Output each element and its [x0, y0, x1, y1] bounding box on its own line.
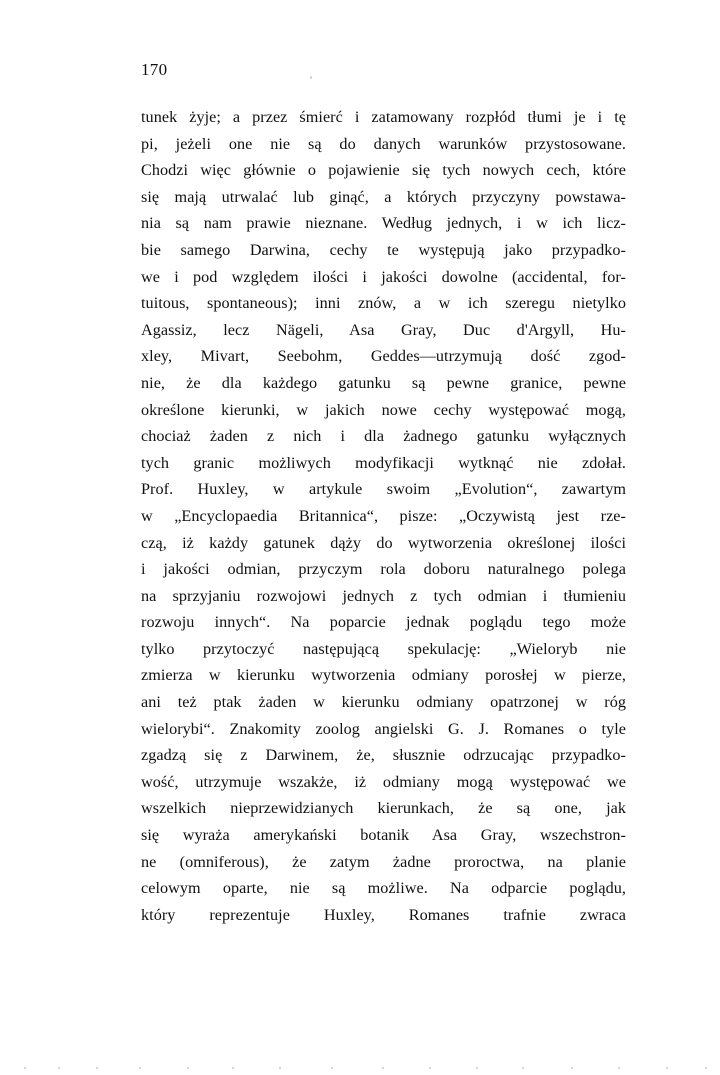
scan-speck — [666, 1067, 668, 1069]
scan-speck — [279, 1067, 281, 1069]
text-line: pi, jeżeli one nie są do danych warunków przystosowane. — [141, 134, 626, 153]
text-line: określone kierunki, w jakich nowe cechy występować mogą, — [141, 400, 626, 419]
text-line: który reprezentuje Huxley, Romanes trafnie zwraca — [141, 905, 626, 924]
scan-speck — [476, 1067, 478, 1069]
text-line: tylko przytoczyć następującą spekulację: „Wieloryb nie — [141, 639, 626, 658]
scan-speck — [331, 1067, 333, 1069]
text-line: Agassiz, lecz Nägeli, Asa Gray, Duc d'Argyll, Hu- — [141, 320, 626, 339]
scan-speck — [382, 1067, 384, 1069]
text-line: na sprzyjaniu rozwojowi jednych z tych odmian i tłumieniu — [141, 586, 626, 605]
text-line: rozwoju innych“. Na poparcie jednak poglądu tego może — [141, 613, 626, 632]
text-line: Prof. Huxley, w artykule swoim „Evolution“, zawartym — [141, 480, 626, 499]
text-line: i jakości odmian, przyczym rola doboru naturalnego polega — [141, 560, 626, 579]
scan-speck — [618, 1067, 620, 1069]
scan-speck — [705, 1067, 707, 1069]
text-line: ani też ptak żaden w kierunku odmiany opatrzonej w róg — [141, 693, 626, 712]
text-line: czą, iż każdy gatunek dąży do wytworzenia określonej ilości — [141, 533, 626, 552]
text-line: chociaż żaden z nich i dla żadnego gatunku wyłącznych — [141, 427, 626, 446]
bottom-scan-specks — [0, 1055, 720, 1075]
scan-speck — [139, 1067, 141, 1069]
text-line: zmierza w kierunku wytworzenia odmiany porosłej w pierze, — [141, 666, 626, 685]
text-line: xley, Mivart, Seebohm, Geddes—utrzymują dość zgod- — [141, 347, 626, 366]
text-line: celowym oparte, nie są możliwe. Na odparcie poglądu, — [141, 879, 626, 898]
scan-speck — [187, 1067, 189, 1069]
scan-speck — [58, 1067, 60, 1069]
text-line: wielorybi“. Znakomity zoolog angielski G. J. Romanes o tyle — [141, 719, 626, 738]
text-line: nie, że dla każdego gatunku są pewne granice, pewne — [141, 373, 626, 392]
text-line: tych granic możliwych modyfikacji wytknąć nie zdołał. — [141, 453, 626, 472]
text-line: nia są nam prawie nieznane. Według jednych, i w ich licz- — [141, 214, 626, 233]
text-line: Chodzi więc głównie o pojawienie się tych nowych cech, które — [141, 161, 626, 180]
text-line: się mają utrwalać lub ginąć, a których przyczyny powstawa- — [141, 187, 626, 206]
text-line: w „Encyclopaedia Britannica“, pisze: „Oczywistą jest rze- — [141, 506, 626, 525]
text-line: bie samego Darwina, cechy te występują jako przypadko- — [141, 240, 626, 259]
text-line: zgadzą się z Darwinem, że, słusznie odrzucając przypadko- — [141, 746, 626, 765]
text-line: tuitous, spontaneous); inni znów, a w ich szeregu nietylko — [141, 294, 626, 313]
scan-speck — [571, 1067, 573, 1069]
text-line: się wyraża amerykański botanik Asa Gray, wszechstron- — [141, 826, 626, 845]
page-number: 170 — [141, 60, 168, 79]
scan-speck — [429, 1067, 431, 1069]
scan-speck — [24, 1067, 26, 1069]
text-line: ne (omniferous), że zatym żadne proroctwa, na planie — [141, 852, 626, 871]
scan-speck — [522, 1067, 524, 1069]
page-speck — [310, 76, 312, 79]
text-line: wszelkich nieprzewidzianych kierunkach, że są one, jak — [141, 799, 626, 818]
text-line: tunek żyje; a przez śmierć i zatamowany rozpłód tłumi je i tę — [141, 108, 626, 126]
text-line: wość, utrzymuje wszakże, iż odmiany mogą występować we — [141, 772, 626, 791]
body-text — [141, 104, 626, 928]
scan-speck — [232, 1067, 234, 1069]
text-line: we i pod względem ilości i jakości dowolne (accidental, for- — [141, 267, 626, 286]
scan-speck — [96, 1067, 98, 1069]
